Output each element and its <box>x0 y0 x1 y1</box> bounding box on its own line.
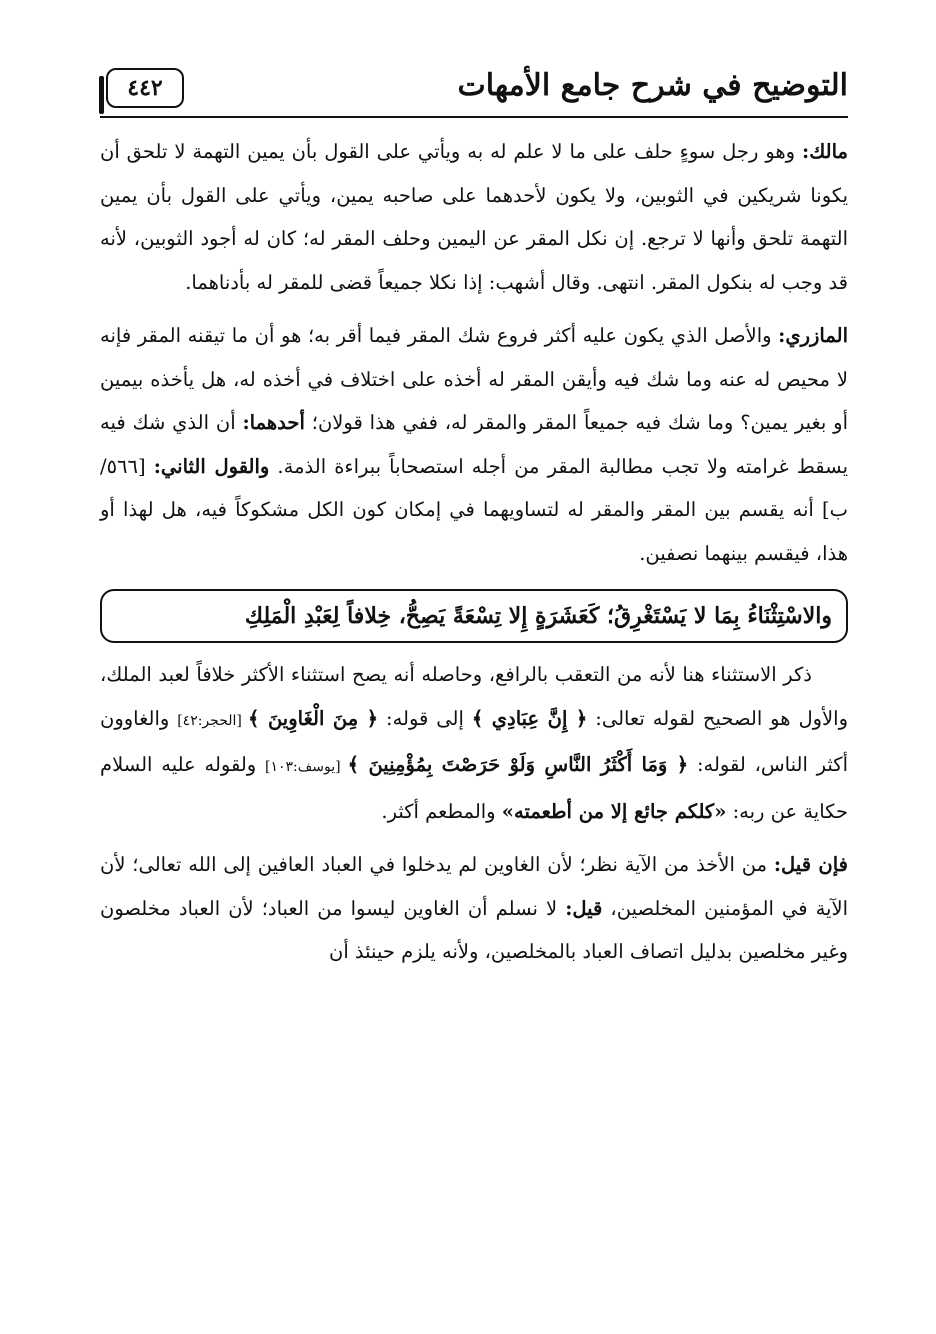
book-page <box>100 60 848 974</box>
surah-reference: [يوسف:١٠٣] <box>265 759 348 775</box>
surah-reference: [الحجر:٤٢] <box>177 712 249 729</box>
paragraph-objection <box>100 843 848 974</box>
quran-quote: ﴿ وَمَا أَكْثَرُ النَّاسِ وَلَوْ حَرَصْتَ بِمُؤْمِنِينَ ﴾ <box>347 753 689 776</box>
first-opinion-label: أحدهما: <box>242 411 305 434</box>
quran-quote: ﴿ إِنَّ عِبَادِي ﴾ <box>471 706 588 730</box>
paragraph-text: ذكر الاستثناء هنا لأنه من التعقب بالرافع، وحاصله أنه يصح استثناء الأكثر خلافاً لعبد الملك، والأول هو الصحيح لقوله تعالى: <box>100 663 848 730</box>
paragraph-malik <box>100 130 848 304</box>
paragraph-mazari <box>100 314 848 575</box>
speaker-malik: مالك: <box>802 140 848 163</box>
reply-label: قيل: <box>565 896 603 920</box>
speaker-mazari: المازري: <box>778 324 848 347</box>
objection-label: فإن قيل: <box>773 853 849 876</box>
paragraph-text: وهو رجل سوءٍ حلف على ما لا علم له به ويأتي على القول بأن يمين التهمة لا تلحق أن يكونا شريكين في الثوبين، ولا يكون لأحدهما على صاحبه يمين، ويأتي على القول بأن يمين التهمة تلحق وأنها لا ترجع. إن نكل المقر عن اليمين وحلف المقر له؛ كان له أجود الثوبين، لأنه قد وجب له بنكول المقر. انتهى. وقال أشهب: إذا نكلا جميعاً قضى للمقر له بأدناهما. <box>100 140 848 294</box>
page-header <box>100 60 848 118</box>
paragraph-text: أن الذي شك فيه يسقط غرامته ولا تجب مطالبة المقر من أجله استصحاباً ببراءة الذمة. <box>100 411 848 478</box>
matn-rule-text: والاسْتِثْنَاءُ بِمَا لا يَسْتَغْرِقُ؛ كَعَشَرَةٍ إِلا تِسْعَةً يَصِحُّ، خِلافاً لِعَبْدِ الْمَلِكِ <box>244 603 832 629</box>
paragraph-text: والأصل الذي يكون عليه أكثر فروع شك المقر فيما أقر به؛ هو أن ما تيقنه المقر فإنه لا محيص له عنه وما شك فيه وأيقن المقر له أخذه على اختلاف في أخذه له، هل يأخذه بيمين أو بغير يمين؟ وما شك فيه جميعاً المقر والمقر له، ففي هذا قولان؛ <box>100 324 849 434</box>
paragraph-text: والغاوون أكثر الناس، لقوله: <box>100 706 849 776</box>
hadith-quote: «كلكم جائع إلا من أطعمته» <box>501 799 727 823</box>
paragraph-commentary <box>100 653 848 833</box>
paragraph-text: ولقوله عليه السلام حكاية عن ربه: <box>100 753 848 823</box>
paragraph-text: إلى قوله: <box>378 706 472 730</box>
second-opinion-label: والقول الثاني: <box>153 454 270 478</box>
quran-quote: ﴿ مِنَ الْغَاوِينَ ﴾ <box>248 706 379 730</box>
matn-rule-box <box>100 589 848 643</box>
page-number: ٤٤٢ <box>106 68 184 108</box>
paragraph-text: من الأخذ من الآية نظر؛ لأن الغاوين لم يدخلوا في العباد العافين إلى الله تعالى؛ لأن الآية في المؤمنين المخلصين، <box>100 853 848 920</box>
paragraph-text: والمطعم أكثر. <box>381 799 502 823</box>
running-title: التوضيح في شرح جامع الأمهات <box>457 68 848 103</box>
paragraph-text: [٥٦٦/ ب] أنه يقسم بين المقر والمقر له لتساويهما في إمكان كون الكل مشكوكاً فيه، هل لهذا أو هذا، فيقسم بينهما نصفين. <box>100 454 848 565</box>
paragraph-text: لا نسلم أن الغاوين ليسوا من العباد؛ لأن العباد مخلصون وغير مخلصين بدليل اتصاف العباد بالمخلصين، ولأنه يلزم حينئذ أن <box>100 896 848 963</box>
